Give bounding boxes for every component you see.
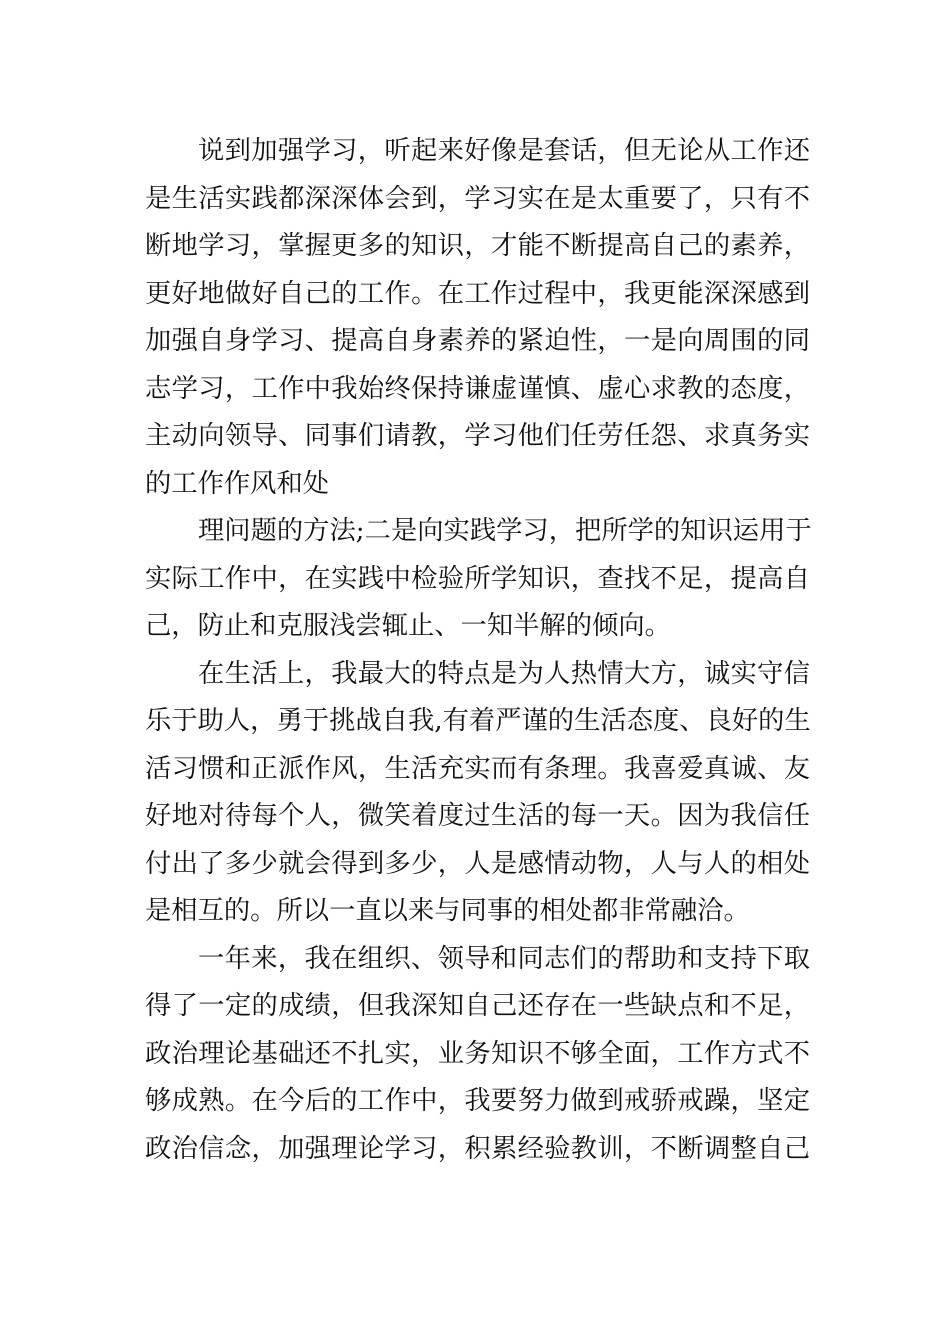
text-line: 更好地做好自己的工作。在工作过程中，我更能深深感到 [145, 278, 810, 309]
text-line: 够成熟。在今后的工作中，我要努力做到戒骄戒躁，坚定 [145, 1086, 810, 1116]
text-line: 活习惯和正派作风，生活充实而有条理。我喜爱真诚、友 [145, 753, 810, 784]
text-line: 乐于助人，勇于挑战自我,有着严谨的生活态度、良好的生 [145, 706, 811, 736]
text-line: 是相互的。所以一直以来与同事的相处都非常融洽。 [145, 896, 750, 926]
text-line: 加强自身学习、提高自身素养的紧迫性，一是向周围的同 [145, 326, 810, 356]
text-line: 是生活实践都深深体会到，学习实在是太重要了，只有不 [145, 183, 810, 214]
text-line: 得了一定的成绩，但我深知自己还存在一些缺点和不足， [145, 991, 810, 1021]
text-line: 己，防止和克服浅尝辄止、一知半解的倾向。 [145, 611, 671, 641]
text-line: 志学习，工作中我始终保持谦虚谨慎、虚心求教的态度， [145, 373, 810, 404]
text-line: 政治理论基础还不扎实，业务知识不够全面，工作方式不 [145, 1038, 810, 1069]
text-line: 好地对待每个人，微笑着度过生活的每一天。因为我信任 [145, 801, 810, 831]
paragraph-1 [145, 128, 810, 508]
text-line: 一年来，我在组织、领导和同志们的帮助和支持下取 [198, 943, 810, 974]
text-line: 的工作作风和处 [145, 468, 330, 499]
text-line: 断地学习，掌握更多的知识，才能不断提高自己的素养， [145, 231, 810, 261]
text-line: 政治信念，加强理论学习，积累经验教训，不断调整自己 [145, 1133, 810, 1164]
text-line: 主动向领导、同事们请教，学习他们任劳任怨、求真务实 [145, 421, 810, 451]
document-body [145, 128, 810, 1173]
text-line: 付出了多少就会得到多少，人是感情动物，人与人的相处 [145, 848, 810, 879]
paragraph-3 [145, 651, 810, 936]
text-line: 实际工作中，在实践中检验所学知识，查找不足，提高自 [145, 563, 810, 594]
text-line: 在生活上，我最大的特点是为人热情大方，诚实守信 [198, 658, 810, 689]
paragraph-4 [145, 936, 810, 1174]
text-line: 理问题的方法;二是向实践学习，把所学的知识运用于 [198, 516, 812, 546]
paragraph-2 [145, 508, 810, 651]
text-line: 说到加强学习，听起来好像是套话，但无论从工作还 [198, 136, 810, 166]
